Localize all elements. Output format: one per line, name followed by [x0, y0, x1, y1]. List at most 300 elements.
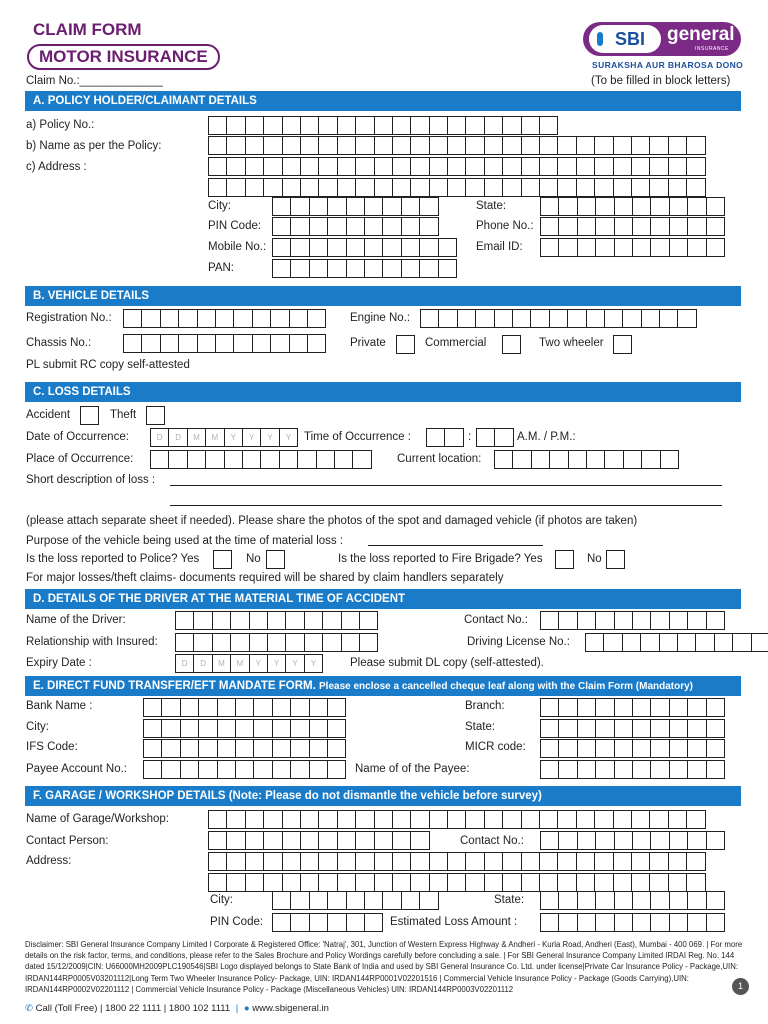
char-box[interactable]	[374, 178, 393, 197]
char-box[interactable]	[631, 178, 650, 197]
char-box[interactable]	[374, 157, 393, 176]
char-box[interactable]	[352, 450, 371, 469]
char-box[interactable]	[290, 238, 309, 257]
char-box[interactable]	[226, 136, 245, 155]
char-box[interactable]	[318, 157, 337, 176]
char-box[interactable]	[669, 719, 688, 738]
char-box[interactable]	[686, 136, 705, 155]
registration-input[interactable]	[123, 309, 325, 328]
char-box[interactable]	[359, 611, 378, 630]
char-box[interactable]	[650, 913, 669, 932]
char-box[interactable]	[659, 309, 678, 328]
char-box[interactable]	[594, 178, 613, 197]
char-box[interactable]	[410, 157, 429, 176]
char-box[interactable]	[502, 157, 521, 176]
phone-input[interactable]	[540, 217, 724, 236]
char-box[interactable]	[226, 116, 245, 135]
char-box[interactable]	[346, 238, 365, 257]
char-box[interactable]	[614, 891, 633, 910]
char-box[interactable]	[669, 739, 688, 758]
time-hour-input[interactable]	[426, 428, 463, 447]
char-box[interactable]	[484, 810, 503, 829]
char-box[interactable]	[669, 698, 688, 717]
char-box[interactable]	[595, 891, 614, 910]
char-box[interactable]	[632, 217, 651, 236]
char-box[interactable]	[429, 852, 448, 871]
char-box[interactable]	[392, 810, 411, 829]
char-box[interactable]	[614, 238, 633, 257]
char-box[interactable]	[558, 831, 577, 850]
char-box[interactable]	[337, 810, 356, 829]
char-box[interactable]	[540, 891, 559, 910]
char-box[interactable]	[382, 217, 401, 236]
char-box[interactable]	[557, 178, 576, 197]
char-box[interactable]	[447, 116, 466, 135]
char-box[interactable]	[706, 831, 725, 850]
char-box[interactable]	[327, 197, 346, 216]
char-box[interactable]	[245, 831, 264, 850]
city-input[interactable]	[272, 197, 438, 216]
char-box[interactable]	[187, 450, 206, 469]
payee-account-input[interactable]	[143, 760, 345, 779]
char-box[interactable]	[631, 810, 650, 829]
char-box[interactable]	[558, 913, 577, 932]
char-box[interactable]	[687, 197, 706, 216]
char-box[interactable]	[282, 116, 301, 135]
char-box[interactable]	[180, 698, 199, 717]
char-box[interactable]	[263, 852, 282, 871]
char-box[interactable]	[429, 157, 448, 176]
char-box[interactable]	[557, 136, 576, 155]
char-box[interactable]	[650, 831, 669, 850]
char-box[interactable]	[161, 739, 180, 758]
char-box[interactable]	[539, 116, 558, 135]
char-box[interactable]	[364, 217, 383, 236]
char-box[interactable]	[521, 178, 540, 197]
char-box[interactable]	[539, 852, 558, 871]
char-box[interactable]	[327, 913, 346, 932]
char-box[interactable]	[622, 309, 641, 328]
char-box[interactable]	[465, 810, 484, 829]
char-box[interactable]	[410, 810, 429, 829]
char-box[interactable]	[585, 633, 604, 652]
char-box[interactable]	[595, 739, 614, 758]
char-box[interactable]	[706, 698, 725, 717]
char-box[interactable]	[300, 852, 319, 871]
char-box[interactable]	[180, 719, 199, 738]
accident-checkbox[interactable]	[80, 406, 99, 425]
char-box[interactable]	[208, 157, 227, 176]
char-box[interactable]	[318, 852, 337, 871]
date-digit-box[interactable]: D	[175, 654, 194, 673]
char-box[interactable]	[290, 719, 309, 738]
char-box[interactable]	[245, 810, 264, 829]
char-box[interactable]	[687, 611, 706, 630]
char-box[interactable]	[577, 831, 596, 850]
date-digit-box[interactable]: D	[168, 428, 187, 447]
char-box[interactable]	[540, 760, 559, 779]
char-box[interactable]	[318, 116, 337, 135]
char-box[interactable]	[180, 739, 199, 758]
char-box[interactable]	[558, 217, 577, 236]
char-box[interactable]	[263, 157, 282, 176]
char-box[interactable]	[123, 334, 142, 353]
char-box[interactable]	[300, 831, 319, 850]
char-box[interactable]	[316, 450, 335, 469]
char-box[interactable]	[595, 238, 614, 257]
char-box[interactable]	[337, 831, 356, 850]
char-box[interactable]	[226, 810, 245, 829]
char-box[interactable]	[374, 810, 393, 829]
char-box[interactable]	[374, 831, 393, 850]
payee-name-input[interactable]	[540, 760, 724, 779]
char-box[interactable]	[686, 178, 705, 197]
char-box[interactable]	[252, 334, 271, 353]
char-box[interactable]	[208, 136, 227, 155]
char-box[interactable]	[603, 633, 622, 652]
char-box[interactable]	[272, 891, 291, 910]
char-box[interactable]	[594, 873, 613, 892]
char-box[interactable]	[374, 136, 393, 155]
char-box[interactable]	[632, 739, 651, 758]
email-input[interactable]	[540, 238, 724, 257]
char-box[interactable]	[346, 891, 365, 910]
char-box[interactable]	[197, 309, 216, 328]
char-box[interactable]	[623, 450, 642, 469]
char-box[interactable]	[714, 633, 733, 652]
char-box[interactable]	[668, 873, 687, 892]
char-box[interactable]	[706, 719, 725, 738]
char-box[interactable]	[540, 611, 559, 630]
garage-city-input[interactable]	[272, 891, 438, 910]
char-box[interactable]	[392, 852, 411, 871]
char-box[interactable]	[270, 309, 289, 328]
char-box[interactable]	[337, 852, 356, 871]
date-digit-box[interactable]: Y	[267, 654, 286, 673]
char-box[interactable]	[364, 197, 383, 216]
char-box[interactable]	[577, 913, 596, 932]
micr-code-input[interactable]	[540, 739, 724, 758]
char-box[interactable]	[660, 450, 679, 469]
char-box[interactable]	[502, 852, 521, 871]
char-box[interactable]	[613, 852, 632, 871]
char-box[interactable]	[558, 698, 577, 717]
char-box[interactable]	[594, 852, 613, 871]
char-box[interactable]	[263, 831, 282, 850]
char-box[interactable]	[576, 810, 595, 829]
char-box[interactable]	[374, 852, 393, 871]
char-box[interactable]	[175, 633, 194, 652]
char-box[interactable]	[438, 238, 457, 257]
char-box[interactable]	[245, 852, 264, 871]
char-box[interactable]	[272, 719, 291, 738]
char-box[interactable]	[595, 197, 614, 216]
char-box[interactable]	[297, 450, 316, 469]
char-box[interactable]	[401, 238, 420, 257]
char-box[interactable]	[613, 136, 632, 155]
char-box[interactable]	[208, 116, 227, 135]
engine-input[interactable]	[420, 309, 696, 328]
date-digit-box[interactable]: Y	[260, 428, 279, 447]
char-box[interactable]	[677, 633, 696, 652]
char-box[interactable]	[253, 739, 272, 758]
char-box[interactable]	[178, 309, 197, 328]
char-box[interactable]	[337, 136, 356, 155]
char-box[interactable]	[143, 698, 162, 717]
char-box[interactable]	[318, 178, 337, 197]
char-box[interactable]	[382, 259, 401, 278]
private-checkbox[interactable]	[396, 335, 415, 354]
char-box[interactable]	[235, 760, 254, 779]
char-box[interactable]	[355, 852, 374, 871]
char-box[interactable]	[649, 852, 668, 871]
char-box[interactable]	[539, 136, 558, 155]
char-box[interactable]	[355, 810, 374, 829]
char-box[interactable]	[465, 116, 484, 135]
char-box[interactable]	[290, 217, 309, 236]
char-box[interactable]	[447, 157, 466, 176]
char-box[interactable]	[392, 136, 411, 155]
char-box[interactable]	[272, 238, 291, 257]
fire-no-checkbox[interactable]	[606, 550, 625, 569]
bank-city-input[interactable]	[143, 719, 345, 738]
char-box[interactable]	[364, 913, 383, 932]
char-box[interactable]	[576, 157, 595, 176]
short-description-line-1[interactable]	[170, 485, 722, 486]
char-box[interactable]	[650, 891, 669, 910]
char-box[interactable]	[632, 831, 651, 850]
char-box[interactable]	[198, 739, 217, 758]
char-box[interactable]	[706, 760, 725, 779]
char-box[interactable]	[558, 891, 577, 910]
char-box[interactable]	[476, 428, 495, 447]
char-box[interactable]	[272, 197, 291, 216]
char-box[interactable]	[382, 197, 401, 216]
char-box[interactable]	[230, 633, 249, 652]
char-box[interactable]	[577, 238, 596, 257]
char-box[interactable]	[595, 217, 614, 236]
char-box[interactable]	[631, 852, 650, 871]
char-box[interactable]	[318, 136, 337, 155]
char-box[interactable]	[604, 450, 623, 469]
char-box[interactable]	[224, 450, 243, 469]
char-box[interactable]	[594, 136, 613, 155]
char-box[interactable]	[632, 698, 651, 717]
char-box[interactable]	[465, 136, 484, 155]
char-box[interactable]	[632, 611, 651, 630]
char-box[interactable]	[217, 739, 236, 758]
date-digit-box[interactable]: D	[193, 654, 212, 673]
char-box[interactable]	[686, 873, 705, 892]
char-box[interactable]	[272, 698, 291, 717]
char-box[interactable]	[521, 810, 540, 829]
driver-name-input[interactable]	[175, 611, 377, 630]
char-box[interactable]	[141, 334, 160, 353]
pin-input[interactable]	[272, 217, 438, 236]
garage-address-input-1[interactable]	[208, 852, 705, 871]
char-box[interactable]	[695, 633, 714, 652]
char-box[interactable]	[198, 719, 217, 738]
char-box[interactable]	[668, 810, 687, 829]
char-box[interactable]	[614, 698, 633, 717]
estimated-loss-input[interactable]	[540, 913, 724, 932]
time-minute-input[interactable]	[476, 428, 513, 447]
char-box[interactable]	[226, 157, 245, 176]
expiry-date-input[interactable]	[175, 654, 322, 673]
char-box[interactable]	[309, 719, 328, 738]
char-box[interactable]	[318, 831, 337, 850]
char-box[interactable]	[447, 810, 466, 829]
char-box[interactable]	[577, 217, 596, 236]
char-box[interactable]	[252, 309, 271, 328]
purpose-line[interactable]	[368, 545, 543, 546]
char-box[interactable]	[649, 157, 668, 176]
char-box[interactable]	[595, 698, 614, 717]
char-box[interactable]	[687, 217, 706, 236]
char-box[interactable]	[282, 157, 301, 176]
char-box[interactable]	[540, 739, 559, 758]
char-box[interactable]	[300, 810, 319, 829]
char-box[interactable]	[595, 831, 614, 850]
char-box[interactable]	[290, 698, 309, 717]
char-box[interactable]	[355, 116, 374, 135]
char-box[interactable]	[751, 633, 768, 652]
char-box[interactable]	[337, 116, 356, 135]
date-digit-box[interactable]: Y	[285, 654, 304, 673]
char-box[interactable]	[502, 116, 521, 135]
char-box[interactable]	[530, 309, 549, 328]
garage-name-input[interactable]	[208, 810, 705, 829]
char-box[interactable]	[282, 831, 301, 850]
char-box[interactable]	[245, 136, 264, 155]
char-box[interactable]	[208, 178, 227, 197]
char-box[interactable]	[419, 259, 438, 278]
name-input[interactable]	[208, 136, 705, 155]
char-box[interactable]	[632, 238, 651, 257]
char-box[interactable]	[233, 309, 252, 328]
police-no-checkbox[interactable]	[266, 550, 285, 569]
char-box[interactable]	[410, 852, 429, 871]
commercial-checkbox[interactable]	[502, 335, 521, 354]
char-box[interactable]	[327, 719, 346, 738]
char-box[interactable]	[217, 698, 236, 717]
bank-name-input[interactable]	[143, 698, 345, 717]
char-box[interactable]	[282, 873, 301, 892]
char-box[interactable]	[309, 217, 328, 236]
char-box[interactable]	[355, 178, 374, 197]
char-box[interactable]	[557, 157, 576, 176]
char-box[interactable]	[614, 217, 633, 236]
char-box[interactable]	[465, 873, 484, 892]
state-input[interactable]	[540, 197, 724, 216]
char-box[interactable]	[512, 309, 531, 328]
char-box[interactable]	[595, 913, 614, 932]
char-box[interactable]	[521, 136, 540, 155]
char-box[interactable]	[686, 810, 705, 829]
char-box[interactable]	[341, 633, 360, 652]
char-box[interactable]	[197, 334, 216, 353]
char-box[interactable]	[669, 217, 688, 236]
char-box[interactable]	[382, 891, 401, 910]
char-box[interactable]	[235, 739, 254, 758]
char-box[interactable]	[604, 309, 623, 328]
char-box[interactable]	[669, 891, 688, 910]
char-box[interactable]	[577, 739, 596, 758]
char-box[interactable]	[549, 450, 568, 469]
char-box[interactable]	[576, 873, 595, 892]
char-box[interactable]	[594, 157, 613, 176]
char-box[interactable]	[595, 719, 614, 738]
char-box[interactable]	[143, 739, 162, 758]
char-box[interactable]	[272, 913, 291, 932]
char-box[interactable]	[253, 719, 272, 738]
char-box[interactable]	[521, 157, 540, 176]
char-box[interactable]	[208, 831, 227, 850]
char-box[interactable]	[205, 450, 224, 469]
char-box[interactable]	[198, 698, 217, 717]
char-box[interactable]	[327, 259, 346, 278]
char-box[interactable]	[539, 873, 558, 892]
pan-input[interactable]	[272, 259, 456, 278]
char-box[interactable]	[521, 873, 540, 892]
char-box[interactable]	[494, 309, 513, 328]
char-box[interactable]	[457, 309, 476, 328]
char-box[interactable]	[304, 633, 323, 652]
garage-address-input-2[interactable]	[208, 873, 705, 892]
char-box[interactable]	[226, 852, 245, 871]
char-box[interactable]	[419, 197, 438, 216]
char-box[interactable]	[327, 238, 346, 257]
char-box[interactable]	[272, 739, 291, 758]
char-box[interactable]	[595, 611, 614, 630]
bank-state-input[interactable]	[540, 719, 724, 738]
char-box[interactable]	[540, 719, 559, 738]
date-digit-box[interactable]: Y	[249, 654, 268, 673]
char-box[interactable]	[382, 238, 401, 257]
char-box[interactable]	[576, 178, 595, 197]
char-box[interactable]	[649, 873, 668, 892]
char-box[interactable]	[576, 136, 595, 155]
char-box[interactable]	[178, 334, 197, 353]
char-box[interactable]	[502, 810, 521, 829]
char-box[interactable]	[334, 450, 353, 469]
char-box[interactable]	[267, 633, 286, 652]
char-box[interactable]	[318, 810, 337, 829]
char-box[interactable]	[558, 611, 577, 630]
char-box[interactable]	[304, 611, 323, 630]
char-box[interactable]	[272, 217, 291, 236]
char-box[interactable]	[586, 450, 605, 469]
char-box[interactable]	[586, 309, 605, 328]
char-box[interactable]	[687, 891, 706, 910]
date-digit-box[interactable]: M	[230, 654, 249, 673]
char-box[interactable]	[650, 217, 669, 236]
char-box[interactable]	[341, 611, 360, 630]
char-box[interactable]	[549, 309, 568, 328]
char-box[interactable]	[290, 197, 309, 216]
char-box[interactable]	[613, 178, 632, 197]
char-box[interactable]	[161, 719, 180, 738]
char-box[interactable]	[410, 178, 429, 197]
char-box[interactable]	[263, 810, 282, 829]
date-digit-box[interactable]: D	[150, 428, 169, 447]
char-box[interactable]	[659, 633, 678, 652]
char-box[interactable]	[150, 450, 169, 469]
char-box[interactable]	[208, 852, 227, 871]
char-box[interactable]	[161, 698, 180, 717]
char-box[interactable]	[346, 217, 365, 236]
char-box[interactable]	[355, 157, 374, 176]
